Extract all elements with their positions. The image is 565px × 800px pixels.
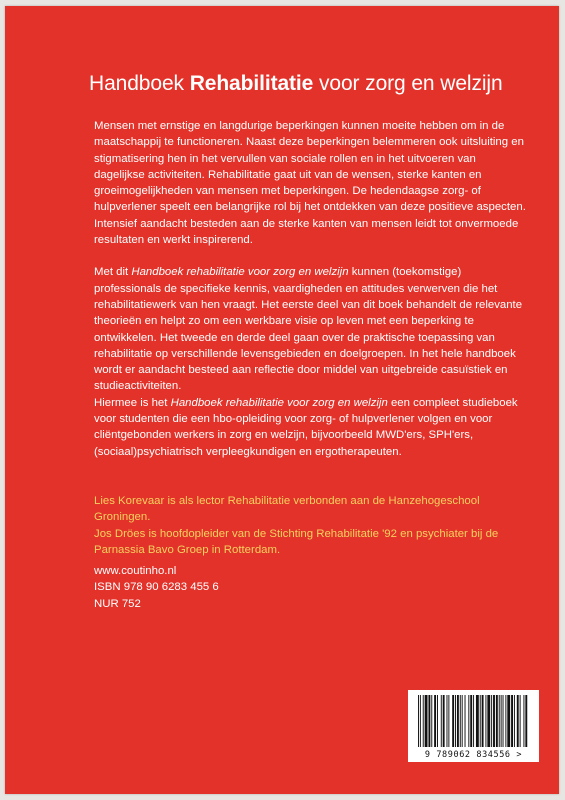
barcode-bar bbox=[437, 695, 438, 747]
barcode-bar bbox=[473, 695, 474, 747]
isbn: ISBN 978 90 6283 455 6 bbox=[94, 581, 219, 594]
paragraph-3-rest: een compleet studieboek voor studenten die een hbo-opleiding voor zorg- of hulpverlener volgen en voor cliëntgebonden werkers in zorg en welzijn, bijvoorbeeld MWD'ers, SPH'ers, (sociaal)psychiatrisch verpleegkundigen en ergotherapeuten. bbox=[94, 396, 518, 458]
barcode-bar bbox=[480, 695, 481, 747]
barcode-bar bbox=[523, 695, 524, 747]
barcode-bar bbox=[525, 695, 527, 747]
paragraph-3-book-title: Handboek rehabilitatie voor zorg en welzijn bbox=[170, 396, 388, 409]
barcode-bar bbox=[491, 695, 492, 747]
barcode-bar bbox=[425, 695, 428, 747]
barcode-bar bbox=[431, 695, 432, 747]
barcode-bar bbox=[428, 695, 430, 747]
barcode-bar bbox=[420, 695, 421, 747]
book-back-cover bbox=[5, 6, 559, 794]
barcode bbox=[408, 690, 539, 762]
nur-code: NUR 752 bbox=[94, 597, 141, 610]
barcode-bar bbox=[496, 695, 498, 747]
blurb-paragraph-2 bbox=[94, 264, 526, 394]
paragraph-3-intro: Hiermee is het bbox=[94, 396, 171, 409]
author-bio-2: Jos Dröes is hoofdopleider van de Stichting Rehabilitatie '92 en psychiater bij de Parnassia Bavo Groep in Rotterdam. bbox=[94, 527, 499, 556]
barcode-bar bbox=[447, 695, 448, 747]
barcode-bar bbox=[465, 695, 466, 747]
barcode-bar bbox=[487, 695, 490, 747]
barcode-bar bbox=[507, 695, 510, 747]
barcode-bar bbox=[443, 695, 445, 747]
blurb bbox=[94, 118, 526, 460]
blurb-paragraph-3 bbox=[94, 395, 526, 460]
title-bold-word: Rehabilitatie bbox=[189, 72, 314, 95]
blurb-paragraph-1: Mensen met ernstige en langdurige beperkingen kunnen moeite hebben om in de maatschappij te functioneren. Naast deze beperkingen belemmeren ook uitsluiting en stigmatisering hen in het vervullen van sociale rollen en in het uitvoeren van dagelijkse activiteiten. Rehabilitatie gaat uit van de wensen, sterke kanten en groeimogelijkheden van mensen met beperkingen. De hedendaagse zorg- of hulpverlener speelt een belangrijke rol bij het ontdekken van deze positieve aspecten. Intensief aandacht besteden aan de sterke kanten van mensen leidt tot onvermoede resultaten en werkt inspirerend. bbox=[94, 120, 526, 247]
barcode-bar bbox=[505, 695, 506, 747]
title-prefix: Handboek bbox=[89, 72, 190, 95]
barcode-bar bbox=[441, 695, 442, 747]
barcode-bar bbox=[501, 695, 502, 747]
barcode-bar bbox=[455, 695, 456, 747]
barcode-bar bbox=[485, 695, 486, 747]
barcode-bar bbox=[482, 695, 484, 747]
barcode-bars bbox=[416, 695, 531, 747]
barcode-bar bbox=[457, 695, 459, 747]
barcode-bar bbox=[476, 695, 479, 747]
barcode-bar bbox=[514, 695, 515, 747]
barcode-bar bbox=[503, 695, 504, 747]
barcode-bar bbox=[423, 695, 424, 747]
barcode-bar bbox=[434, 695, 436, 747]
author-bios bbox=[94, 493, 534, 558]
publication-info bbox=[94, 563, 394, 612]
barcode-bar bbox=[460, 695, 461, 747]
barcode-bar bbox=[448, 695, 449, 747]
title-suffix: voor zorg en welzijn bbox=[313, 72, 503, 95]
barcode-digits: 9 789062 834556 > bbox=[424, 750, 523, 760]
barcode-bar bbox=[499, 695, 500, 747]
barcode-bar bbox=[493, 695, 495, 747]
barcode-bar bbox=[468, 695, 469, 747]
author-bio-1: Lies Korevaar is als lector Rehabilitatie verbonden aan de Hanzehogeschool Groningen. bbox=[94, 495, 480, 524]
barcode-bar bbox=[520, 695, 521, 747]
barcode-bar bbox=[517, 695, 519, 747]
publisher-website: www.coutinho.nl bbox=[94, 565, 177, 577]
barcode-bar bbox=[418, 695, 419, 747]
paragraph-2-intro: Met dit bbox=[94, 266, 132, 279]
barcode-bar bbox=[511, 695, 513, 747]
barcode-bar bbox=[452, 695, 454, 747]
barcode-bar bbox=[462, 695, 463, 747]
book-title bbox=[89, 72, 503, 96]
paragraph-2-book-title: Handboek rehabilitatie voor zorg en welzijn bbox=[131, 266, 349, 279]
paragraph-2-rest: kunnen (toekomstige) professionals de specifieke kennis, vaardigheden en attitudes verwerven die het rehabilitatiewerk van hen vraagt. Het eerste deel van dit boek behandelt de relevante theorieën en helpt zo om een werkbare visie op leven met een beperking te ontwikkelen. Het tweede en derde deel gaan over de praktische toepassing van rehabilitatie op verschillende levensgebieden en doelgroepen. In het hele handboek wordt er aandacht besteed aan reflectie door middel van uitgebreide casuïstiek en studieactiviteiten. bbox=[94, 266, 523, 393]
barcode-bar bbox=[470, 695, 472, 747]
